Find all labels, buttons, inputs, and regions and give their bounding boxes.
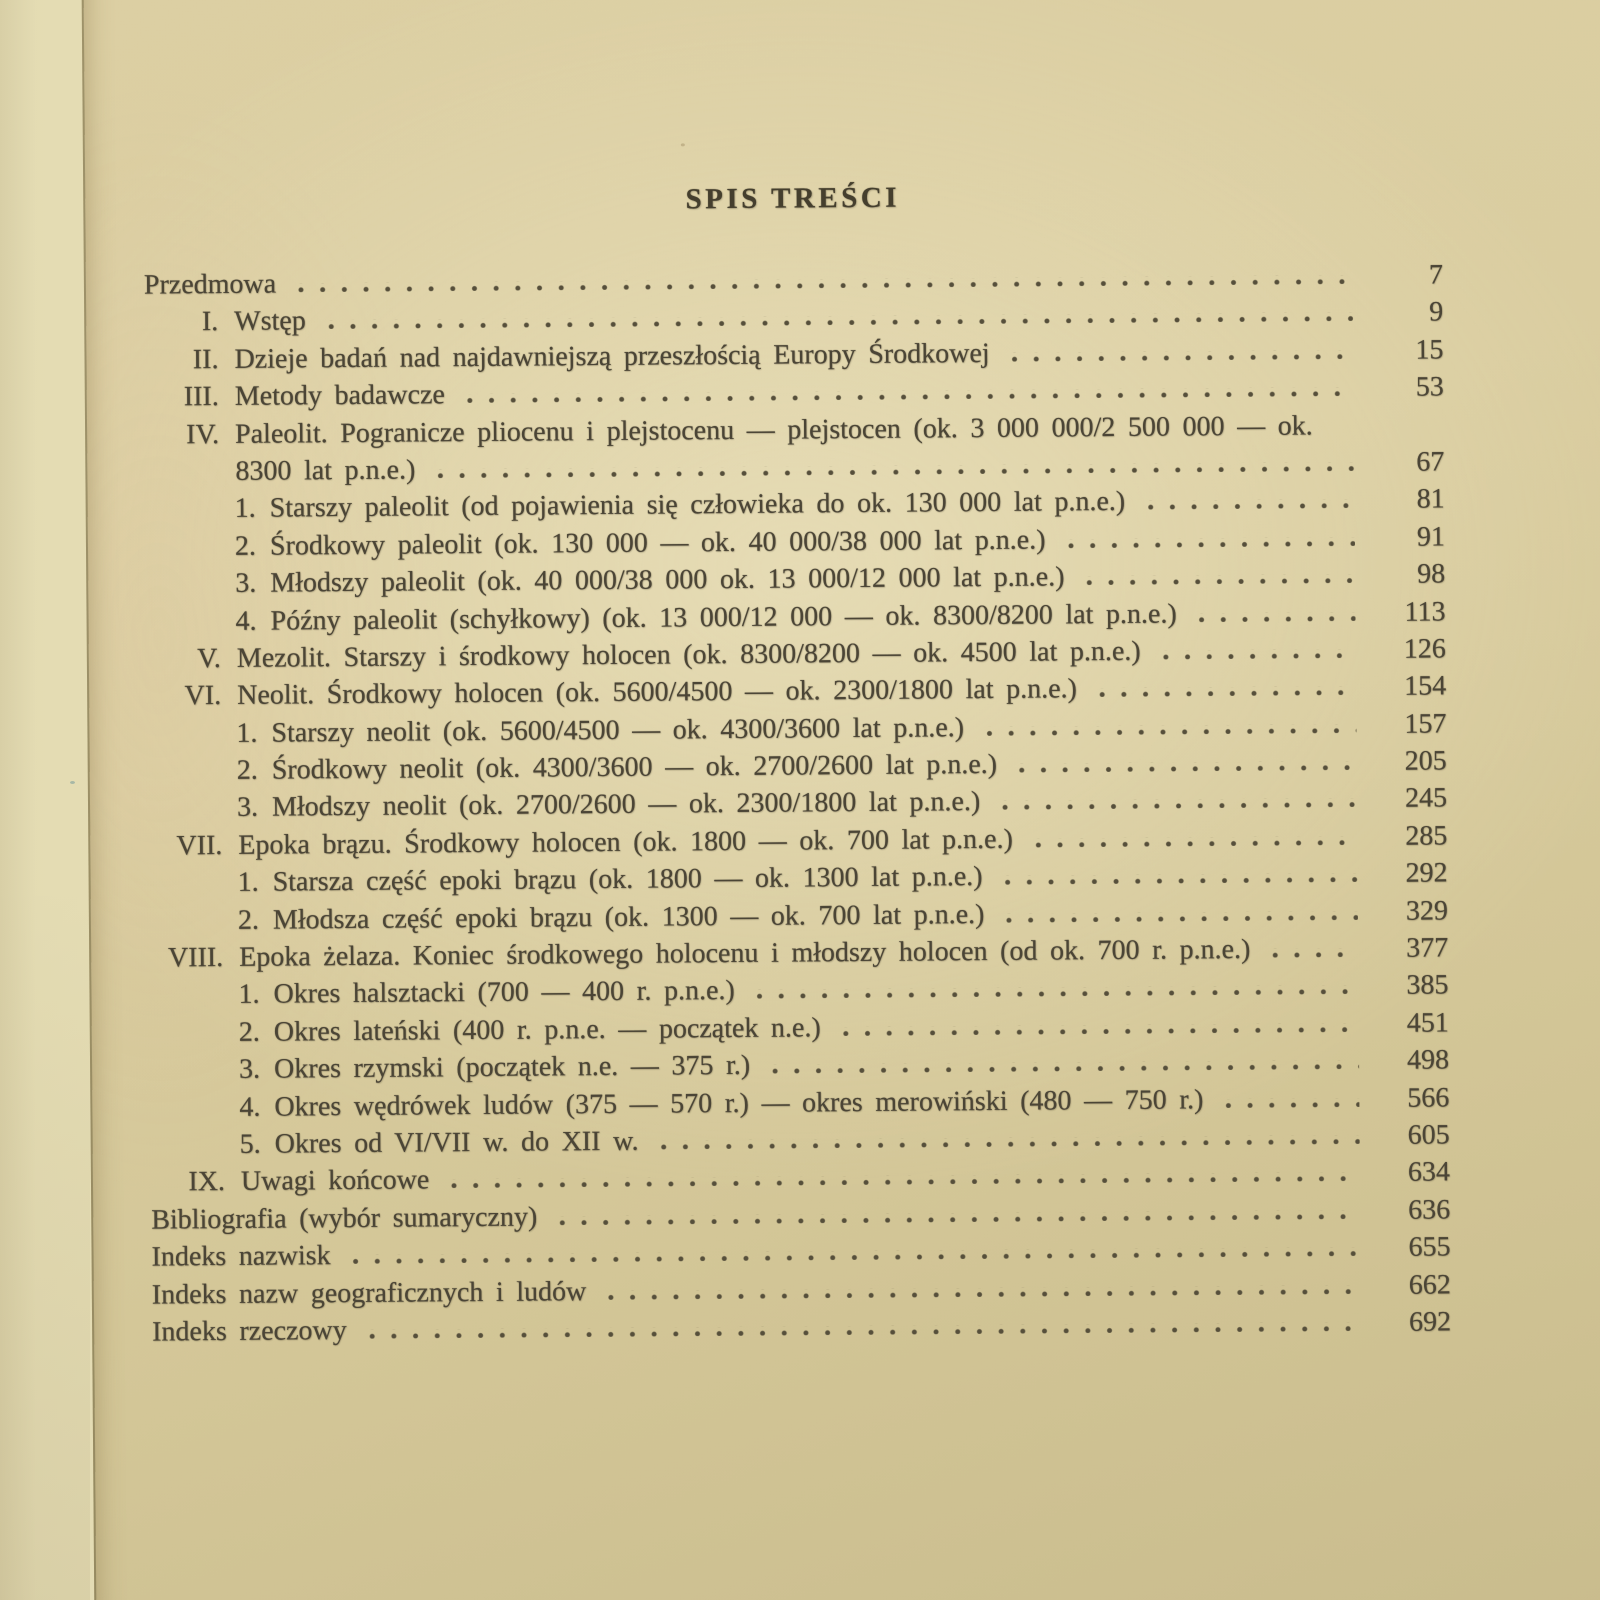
- entry-number: 5.: [239, 1128, 261, 1160]
- entry-number: III.: [183, 381, 219, 413]
- dot-leader: [1163, 649, 1356, 660]
- dot-leader: [1199, 612, 1356, 622]
- entry-number: IV.: [186, 418, 220, 450]
- entry-page: 126: [1403, 633, 1446, 665]
- entry-page: 81: [1416, 483, 1445, 515]
- dot-leader: [1002, 799, 1357, 811]
- entry-number: 4.: [239, 1091, 261, 1123]
- entry-number: 2.: [238, 1016, 260, 1048]
- entry-title: Epoka brązu. Środkowy holocen (ok. 1800 — ok. 700 lat p.n.e.): [238, 823, 1013, 861]
- entry-title: Młodsza część epoki brązu (ok. 1300 — ok. 700 lat p.n.e.): [272, 898, 985, 936]
- entry-number: 1.: [234, 493, 256, 525]
- entry-number: II.: [192, 343, 219, 375]
- paper-speck: [70, 781, 75, 784]
- entry-page: 113: [1404, 595, 1446, 628]
- entry-page: 15: [1415, 334, 1444, 366]
- entry-title: 8300 lat p.n.e.): [235, 454, 416, 487]
- entry-page: 98: [1417, 558, 1446, 590]
- entry-page: 634: [1407, 1156, 1451, 1189]
- dot-leader: [608, 1285, 1361, 1300]
- entry-title: Okres wędrówek ludów (375 — 570 r.) — okres merowiński (480 — 750 r.): [274, 1083, 1204, 1123]
- entry-page: 662: [1408, 1268, 1451, 1301]
- dot-leader: [986, 724, 1356, 736]
- entry-title: Mezolit. Starszy i środkowy holocen (ok. 8300/8200 — ok. 4500 lat p.n.e.): [236, 635, 1141, 674]
- dot-leader: [843, 1023, 1359, 1036]
- entry-title: Przedmowa: [143, 268, 277, 301]
- entry-page: 292: [1405, 857, 1448, 889]
- entry-number: 3.: [236, 792, 259, 824]
- entry-number: [145, 480, 235, 481]
- entry-title: Młodszy paleolit (ok. 40 000/38 000 ok. 13 000/12 000 lat p.n.e.): [270, 561, 1065, 599]
- entry-number: IX.: [188, 1166, 226, 1198]
- toc-content: [142, 0, 1452, 1354]
- entry-page: 636: [1408, 1194, 1451, 1226]
- entry-page: 154: [1404, 670, 1447, 703]
- entry-page: 91: [1416, 521, 1446, 553]
- entry-number: 4.: [235, 605, 257, 637]
- dot-leader: [1006, 911, 1358, 923]
- dot-leader: [772, 1060, 1359, 1074]
- entry-page: 655: [1408, 1231, 1451, 1263]
- entry-page: 692: [1408, 1306, 1452, 1338]
- entry-title: Bibliografia (wybór sumaryczny): [151, 1201, 538, 1236]
- entry-title: Okres od VI/VII w. do XII w.: [274, 1125, 639, 1160]
- dot-leader: [1272, 948, 1358, 958]
- entry-title: Okres halsztacki (700 — 400 r. p.n.e.): [273, 975, 735, 1011]
- dot-leader: [1035, 836, 1358, 848]
- entry-page: 245: [1404, 782, 1448, 815]
- dot-leader: [1068, 537, 1356, 548]
- entry-number: 1.: [236, 717, 258, 749]
- entry-number: VI.: [184, 680, 222, 712]
- dot-leader: [437, 462, 1354, 478]
- dot-leader: [1147, 499, 1355, 510]
- entry-page: 53: [1415, 371, 1444, 403]
- entry-number: 3.: [235, 567, 257, 600]
- entry-number: 2.: [236, 754, 258, 786]
- toc-list: [144, 259, 1451, 1353]
- entry-title: Wstęp: [234, 305, 306, 338]
- page-title: SPIS TREŚCI: [685, 181, 901, 216]
- entry-title: Środkowy paleolit (ok. 130 000 — ok. 40 000/38 000 lat p.n.e.): [269, 524, 1046, 562]
- entry-title: Młodszy neolit (ok. 2700/2600 — ok. 2300/1800 lat p.n.e.): [271, 786, 981, 824]
- dot-leader: [298, 275, 1353, 292]
- entry-number: I.: [201, 306, 219, 338]
- entry-page: 7: [1428, 259, 1444, 291]
- dot-leader: [1012, 350, 1354, 362]
- entry-page: 451: [1406, 1007, 1449, 1039]
- book-page: [82, 0, 1600, 1600]
- entry-title: Starszy paleolit (od pojawienia się człowieka do ok. 130 000 lat p.n.e.): [269, 486, 1126, 524]
- entry-page: 205: [1404, 745, 1447, 777]
- entry-title: Późny paleolit (schyłkowy) (ok. 13 000/12 000 — ok. 8300/8200 lat p.n.e.): [270, 598, 1177, 637]
- entry-page: 67: [1416, 446, 1445, 478]
- dot-leader: [1005, 873, 1358, 885]
- entry-title: Dzieje badań nad najdawniejszą przeszłością Europy Środkowej: [234, 337, 990, 375]
- dot-leader: [661, 1135, 1360, 1149]
- entry-title: Epoka żelaza. Koniec środkowego holocenu i młodszy holocen (od ok. 700 r. p.n.e.): [239, 933, 1251, 973]
- entry-title: Okres lateński (400 r. p.n.e. — początek n.e.): [273, 1012, 821, 1048]
- entry-number: 2.: [234, 530, 257, 562]
- entry-title: Uwagi końcowe: [240, 1164, 430, 1198]
- entry-page: 605: [1407, 1119, 1450, 1151]
- entry-number: 3.: [238, 1053, 261, 1086]
- entry-title: Paleolit. Pogranicze pliocenu i plejstocenu — plejstocen (ok. 3 000 000/2 500 000 — ok.: [234, 409, 1313, 450]
- entry-title: Indeks nazw geograficznych i ludów: [151, 1275, 587, 1311]
- entry-title: Neolit. Środkowy holocen (ok. 5600/4500 — ok. 2300/1800 lat p.n.e.): [237, 673, 1078, 712]
- entry-title: Okres rzymski (początek n.e. — 375 r.): [273, 1050, 751, 1085]
- dot-leader: [369, 1322, 1362, 1339]
- dot-leader: [353, 1247, 1361, 1264]
- entry-title: Indeks nazwisk: [151, 1240, 331, 1273]
- entry-page: 566: [1407, 1081, 1450, 1114]
- dot-leader: [467, 387, 1354, 403]
- entry-number: V.: [197, 642, 221, 675]
- entry-number: 1.: [237, 866, 259, 899]
- entry-page: 377: [1406, 932, 1449, 964]
- entry-title: Starszy neolit (ok. 5600/4500 — ok. 4300/3600 lat p.n.e.): [271, 711, 965, 749]
- entry-number: VIII.: [167, 942, 224, 974]
- entry-page: 329: [1405, 895, 1449, 927]
- entry-number: 1.: [238, 979, 260, 1011]
- entry-page: 285: [1405, 820, 1448, 852]
- entry-page: 9: [1429, 296, 1444, 328]
- entry-number: VII.: [176, 829, 223, 862]
- entry-number: 2.: [237, 904, 260, 936]
- dot-leader: [451, 1172, 1360, 1188]
- entry-page: 498: [1406, 1044, 1450, 1076]
- entry-title: Starsza część epoki brązu (ok. 1800 — ok. 1300 lat p.n.e.): [272, 861, 983, 898]
- entry-title: Środkowy neolit (ok. 4300/3600 — ok. 2700/2600 lat p.n.e.): [271, 748, 998, 786]
- entry-title: Indeks rzeczowy: [152, 1314, 347, 1348]
- dot-leader: [1086, 574, 1355, 585]
- dot-leader: [1019, 761, 1357, 773]
- dot-leader: [1099, 686, 1356, 697]
- entry-title: Metody badawcze: [234, 379, 446, 413]
- entry-page: 385: [1406, 969, 1449, 1002]
- dot-leader: [757, 986, 1359, 1000]
- entry-page: 157: [1404, 708, 1447, 740]
- dot-leader: [559, 1210, 1360, 1225]
- dot-leader: [1225, 1098, 1359, 1108]
- dot-leader: [328, 312, 1354, 329]
